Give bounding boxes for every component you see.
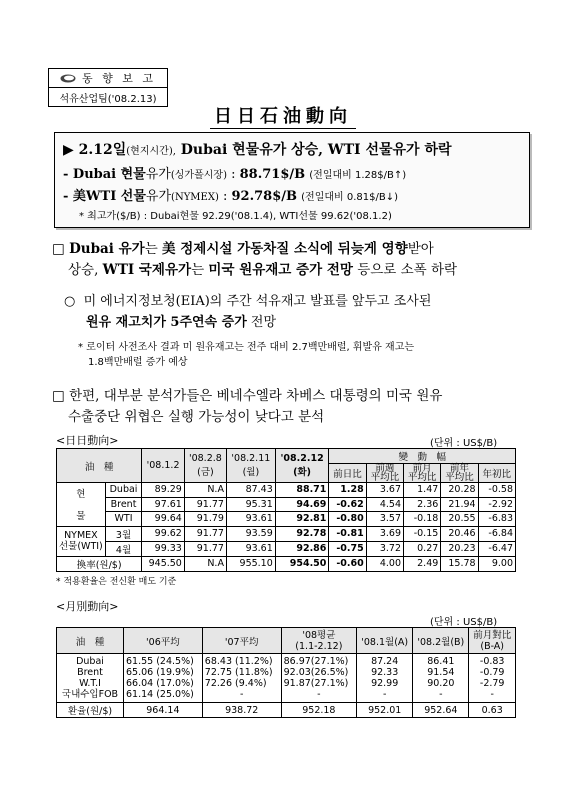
report-type-row [49, 69, 167, 88]
table-row: 현 물 Dubai 89.29 N.A 87.43 88.71 1.28 3.67 1.47 20.28 -0.58 [57, 483, 516, 498]
company-logo-icon [60, 74, 76, 83]
reuters-survey-note: * 로이터 사전조사 결과 미 원유재고는 전주 대비 2.7백만배럴, 휘발유 재고는 1.8백만배럴 증가 예상 [78, 342, 415, 368]
record-high-note: * 최고가($/B) : Dubai현물 92.29('08.1.4), WTI선물 99.62('08.1.2) [79, 211, 392, 222]
daily-unit-label: (단위 : US$/B) [430, 438, 498, 449]
daily-trend-label: <日日動向> [56, 434, 119, 447]
dubai-price-line: - Dubai 현물유가(싱가폴시장) : 88.71$/B (전일대비 1.28$/B↑) [63, 167, 407, 182]
table-row-exchange-rate: 換率(원/$) 945.50 N.A 955.10 954.50 -0.60 4.00 2.49 15.78 9.00 [57, 556, 516, 571]
paragraph-eia-inventory: ○ 미 에너지정보청(EIA)의 주간 석유재고 발표를 앞두고 조사된 원유 재고치가 5주연속 증가 전망 [64, 294, 432, 330]
document-title: 日日石油動向 [0, 102, 566, 128]
monthly-data-rows: Dubai Brent W.T.I 국내수입FOB 61.55 (24.5%) 65.06 (19.9%) 66.04 (17.0%) 61.14 (25.0%) 68.43 (11.2%) 72.75 (11.8%) 72.26 (9.4%) - 86.97(27.1%) 92.03(26.5%) 91.87(27.1%) - 87.24 92.33 92.99 - 86.41 91.54 90.20 - -0.83 -0.79 -2.79 - [57, 654, 516, 703]
table-row: Brent 97.61 91.77 95.31 94.69 -0.62 4.54 2.36 21.94 -2.92 [57, 497, 516, 512]
monthly-price-table: 油 種 '06平均 '07平均 '08평균 (1.1-2.12) '08.1월(A) '08.2월(B) 前月對比 (B-A) Dubai Brent W.T.I 국내수입FOB 61.55 (24.5%) 65.06 (19.9%) 66.04 (17.0%) 61.14 (25.0%) 68.43 (11.2%) 72.75 (11.8%) 72.26 (9.4%) - 86.97(27.1%) 92.03(26.5%) 91.87(27.1%) - 87.24 92.33 92.99 - 86.41 91.54 90.20 - -0.83 -0.79 -2.79 - 환율(원/$) 964.14 938.72 952.18 952.01 952.64 0.63 [56, 627, 516, 718]
wti-price-line: - 美WTI 선물유가(NYMEX) : 92.78$/B (전일대비 0.81$/B↓) [63, 189, 399, 204]
table-row-exchange-rate: 환율(원/$) 964.14 938.72 952.18 952.01 952.64 0.63 [57, 703, 516, 718]
report-type: 동 향 보 고 [82, 72, 156, 85]
paragraph-price-reason: □ Dubai 유가는 美 정제시설 가동차질 소식에 뒤늦게 영향받아 상승, WTI 국제유가는 미국 원유재고 증가 전망 등으로 소폭 하락 [52, 241, 458, 278]
table-row: NYMEX 선물(WTI) 3월 99.62 91.77 93.59 92.78 -0.81 3.69 -0.15 20.46 -6.84 [57, 526, 516, 541]
table-row: 4월 99.33 91.77 93.61 92.86 -0.75 3.72 0.27 20.23 -6.47 [57, 541, 516, 556]
daily-price-table: 油 種 '08.1.2 '08.2.8 (금) '08.2.11 (월) '08.2.12 (화) 變 動 幅 前日比 前週 平均比 前月 平均比 前年 平均比 年初比 현 물 Dubai 89.29 N.A 87.43 88.71 1.28 3.67 1.47 20.28 -0.58 Brent 97.61 91.77 95.31 94.69 -0.62 4.54 2.36 21.94 -2.92 WTI 99.64 91.79 93.61 92.81 -0.80 3.57 -0.18 20.55 -6.83 NYMEX 선물(WTI) 3월 99.62 91.77 93.59 92.78 -0.81 3.69 -0.15 20.46 -6.84 4월 99.33 91.77 93.61 92.86 -0.75 3.72 0.27 20.23 -6.47 換率(원/$) 945.50 N.A 955.10 954.50 -0.60 4.00 2.49 15.78 9.00 [56, 448, 516, 572]
monthly-unit-label: (단위 : US$/B) [430, 617, 498, 628]
summary-headline: ▶ 2.12일(현지시간), Dubai 현물유가 상승, WTI 선물유가 하락 [63, 142, 452, 158]
paragraph-venezuela: □ 한편, 대부분 분석가들은 베네수엘라 차베스 대통령의 미국 원유 수출중단 위협은 실행 가능성이 낮다고 분석 [52, 388, 443, 425]
team-date: 석유산업팀('08.2.13) [59, 93, 157, 105]
exchange-rate-footnote: * 적용환율은 전신환 매도 기준 [56, 577, 177, 587]
table-row: WTI 99.64 91.79 93.61 92.81 -0.80 3.57 -0.18 20.55 -6.83 [57, 512, 516, 527]
monthly-trend-label: <月別動向> [56, 600, 119, 613]
summary-box [54, 132, 530, 228]
